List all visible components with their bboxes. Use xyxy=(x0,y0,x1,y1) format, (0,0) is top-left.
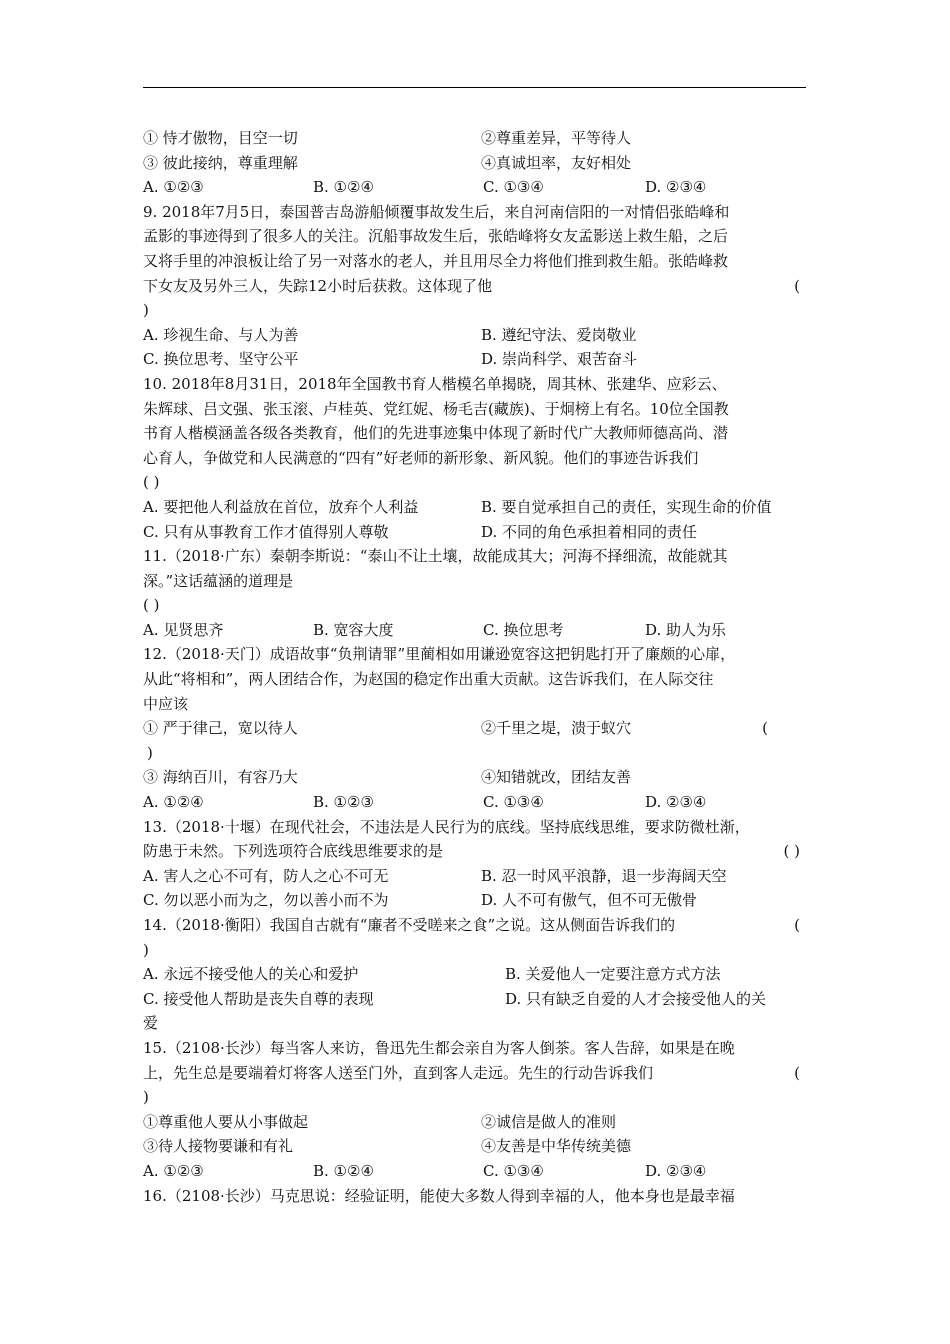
q9-text: 又将手里的冲浪板让给了另一对落水的老人，并且用尽全力将他们推到救生船。张皓峰救 xyxy=(143,251,729,270)
q13-option-c: C. 勿以恶小而为之，勿以善小而不为 xyxy=(143,891,389,910)
q13-line xyxy=(143,815,806,840)
q12-text: 12.（2018·天门）成语故事“负荆请罪”里蔺相如用谦逊宽容这把钥匙打开了廉颇的心扉， xyxy=(143,645,736,664)
q10-option-c: C. 只有从事教育工作才值得别人尊敬 xyxy=(143,522,389,541)
q10-options-row-1 xyxy=(143,495,806,520)
exam-page xyxy=(143,126,806,1208)
q12-option-d: D. ②③④ xyxy=(645,793,707,812)
q10-option-d: D. 不同的角色承担着相同的责任 xyxy=(481,522,698,541)
answer-bracket: ( xyxy=(794,276,800,295)
q15-text: 15.（2108·长沙）每当客人来访，鲁迅先生都会亲自为客人倒茶。客人告辞，如果是在晚 xyxy=(143,1038,735,1057)
answer-bracket: ) xyxy=(147,743,153,762)
q8-statement-2: ②尊重差异，平等待人 xyxy=(481,129,632,147)
answer-bracket: ( ) xyxy=(783,842,800,861)
answer-bracket: ) xyxy=(143,940,149,959)
q14-option-b: B. 关爱他人一定要注意方式方法 xyxy=(505,965,721,984)
q12-text: 中应该 xyxy=(143,694,189,713)
answer-bracket: ( ) xyxy=(143,596,160,615)
q15-line xyxy=(143,1036,806,1061)
q12-statement-4: ④知错就改，团结友善 xyxy=(481,768,632,787)
q12-statement-row-1 xyxy=(143,716,806,741)
q16-text: 16.（2108·长沙）马克思说：经验证明，能使大多数人得到幸福的人，他本身也是最幸福 xyxy=(143,1186,735,1205)
q12-statement-row-2 xyxy=(143,765,806,790)
q8-statement-3: ③ 彼此接纳，尊重理解 xyxy=(143,153,298,172)
q15-text: 上，先生总是要端着灯将客人送至门外，直到客人走远。先生的行动告诉我们 xyxy=(143,1063,654,1082)
q9-text: 孟影的事迹得到了很多人的关注。沉船事故发生后，张皓峰将女友孟影送上救生船，之后 xyxy=(143,227,729,246)
q15-statement-3: ③待人接物要谦和有礼 xyxy=(143,1137,294,1156)
q10-line xyxy=(143,446,806,471)
q14-option-c: C. 接受他人帮助是丧失自尊的表现 xyxy=(143,989,374,1008)
q10-option-a: A. 要把他人利益放在首位，放弃个人利益 xyxy=(143,497,419,516)
q10-line xyxy=(143,470,806,495)
q12-option-b: B. ①②③ xyxy=(313,793,374,812)
q10-text: 朱辉球、吕文强、张玉滚、卢桂英、党红妮、杨毛吉(藏族)、于炯榜上有名。10位全国教 xyxy=(143,399,729,418)
q13-options-row-2 xyxy=(143,888,806,913)
q12-text: 从此“将相和”，两人团结合作，为赵国的稳定作出重大贡献。这告诉我们，在人际交往 xyxy=(143,670,714,689)
answer-bracket: ( xyxy=(794,1063,800,1082)
q13-text: 防患于未然。下列选项符合底线思维要求的是 xyxy=(143,842,444,861)
q12-line xyxy=(143,642,806,667)
q12-option-c: C. ①③④ xyxy=(483,793,544,812)
q14-options-row-2 xyxy=(143,987,806,1012)
q12-line xyxy=(143,741,806,766)
q10-line xyxy=(143,421,806,446)
q9-text: 下女友及另外三人，失踪12小时后获救。这体现了他 xyxy=(143,276,493,295)
q11-options xyxy=(143,618,806,643)
q15-statement-row-1 xyxy=(143,1110,806,1135)
q14-text: 14.（2018·衡阳）我国自古就有“廉者不受嗟来之食”之说。这从侧面告诉我们的 xyxy=(143,916,676,934)
q9-line xyxy=(143,249,806,274)
q12-options xyxy=(143,790,806,815)
q15-statement-row-2 xyxy=(143,1134,806,1159)
q11-line xyxy=(143,593,806,618)
q9-line xyxy=(143,298,806,323)
q10-text: 书育人楷模涵盖各级各类教育，他们的先进事迹集中体现了新时代广大教师师德高尚、潜 xyxy=(143,424,729,443)
q12-statement-1: ① 严于律己，宽以待人 xyxy=(143,719,298,738)
q13-option-b: B. 忍一时风平浪静，退一步海阔天空 xyxy=(481,866,727,885)
q15-line xyxy=(143,1085,806,1110)
q13-options-row-1 xyxy=(143,864,806,889)
q9-option-c: C. 换位思考、坚守公平 xyxy=(143,350,299,369)
q11-line xyxy=(143,569,806,594)
q14-option-d-wrap: 爱 xyxy=(143,1014,159,1033)
q15-option-d: D. ②③④ xyxy=(645,1161,707,1180)
q8-option-a: A. ①②③ xyxy=(143,178,204,197)
header-rule xyxy=(143,87,806,88)
q8-statement-row-1 xyxy=(143,126,806,151)
q8-option-c: C. ①③④ xyxy=(483,178,544,197)
q13-option-a: A. 害人之心不可有，防人之心不可无 xyxy=(143,866,389,885)
q13-option-d: D. 人不可有傲气，但不可无傲骨 xyxy=(481,891,698,910)
q13-text: 13.（2018·十堰）在现代社会，不违法是人民行为的底线。坚持底线思维，要求防微杜渐， xyxy=(143,817,750,836)
q15-statement-4: ④友善是中华传统美德 xyxy=(481,1137,632,1156)
q9-option-b: B. 遵纪守法、爱岗敬业 xyxy=(481,325,637,344)
q13-line xyxy=(143,839,806,864)
q10-line xyxy=(143,372,806,397)
q9-line xyxy=(143,200,806,225)
answer-bracket: ) xyxy=(143,301,149,320)
answer-bracket: ( xyxy=(762,719,768,738)
q11-option-b: B. 宽容大度 xyxy=(313,620,394,639)
q12-statement-3: ③ 海纳百川，有容乃大 xyxy=(143,768,298,787)
q9-text: 9. 2018年7月5日，泰国普吉岛游船倾覆事故发生后，来自河南信阳的一对情侣张皓峰和 xyxy=(143,202,730,221)
q11-option-a: A. 见贤思齐 xyxy=(143,620,224,639)
q8-options xyxy=(143,175,806,200)
q9-options-row-1 xyxy=(143,323,806,348)
q10-text: 心育人，争做党和人民满意的“四有”好老师的新形象、新风貌。他们的事迹告诉我们 xyxy=(143,448,699,467)
q8-statement-row-2 xyxy=(143,151,806,176)
q14-line xyxy=(143,938,806,963)
q10-line xyxy=(143,397,806,422)
q16-line xyxy=(143,1184,806,1209)
q12-option-a: A. ①②④ xyxy=(143,793,204,812)
q14-option-d: D. 只有缺乏自爱的人才会接受他人的关 xyxy=(505,989,767,1008)
q11-line xyxy=(143,544,806,569)
q8-statement-4: ④真诚坦率，友好相处 xyxy=(481,153,632,172)
q8-option-b: B. ①②④ xyxy=(313,178,374,197)
answer-bracket: ( xyxy=(794,916,800,934)
q11-text: 深。”这话蕴涵的道理是 xyxy=(143,571,294,590)
q15-line xyxy=(143,1061,806,1086)
q8-statement-1: ① 恃才傲物，目空一切 xyxy=(143,129,298,147)
q10-options-row-2 xyxy=(143,520,806,545)
q12-line xyxy=(143,667,806,692)
q9-line xyxy=(143,274,806,299)
q11-text: 11.（2018·广东）秦朝李斯说：“泰山不让土壤，故能成其大；河海不择细流，故能就其 xyxy=(143,547,728,566)
q15-statement-2: ②诚信是做人的准则 xyxy=(481,1112,617,1131)
q15-option-b: B. ①②④ xyxy=(313,1161,374,1180)
q9-line xyxy=(143,224,806,249)
q14-options-row-1 xyxy=(143,962,806,987)
q12-statement-2: ②千里之堤，溃于蚁穴 xyxy=(481,719,632,738)
q15-options xyxy=(143,1159,806,1184)
q10-option-b: B. 要自觉承担自己的责任，实现生命的价值 xyxy=(481,497,772,516)
q9-options-row-2 xyxy=(143,347,806,372)
q9-option-d: D. 崇尚科学、艰苦奋斗 xyxy=(481,350,638,369)
q9-option-a: A. 珍视生命、与人为善 xyxy=(143,325,299,344)
q11-option-c: C. 换位思考 xyxy=(483,620,564,639)
q14-line xyxy=(143,1011,806,1036)
answer-bracket: ) xyxy=(143,1088,149,1107)
q10-text: 10. 2018年8月31日，2018年全国教书育人楷模名单揭晓，周其林、张建华、应彩云、 xyxy=(143,374,727,393)
q15-option-c: C. ①③④ xyxy=(483,1161,544,1180)
q12-line xyxy=(143,692,806,717)
q15-statement-1: ①尊重他人要从小事做起 xyxy=(143,1112,309,1131)
q11-option-d: D. 助人为乐 xyxy=(645,620,727,639)
answer-bracket: ( ) xyxy=(143,473,160,492)
q15-option-a: A. ①②③ xyxy=(143,1161,204,1180)
q14-line xyxy=(143,913,806,938)
q8-option-d: D. ②③④ xyxy=(645,178,707,197)
q14-option-a: A. 永远不接受他人的关心和爱护 xyxy=(143,965,359,984)
